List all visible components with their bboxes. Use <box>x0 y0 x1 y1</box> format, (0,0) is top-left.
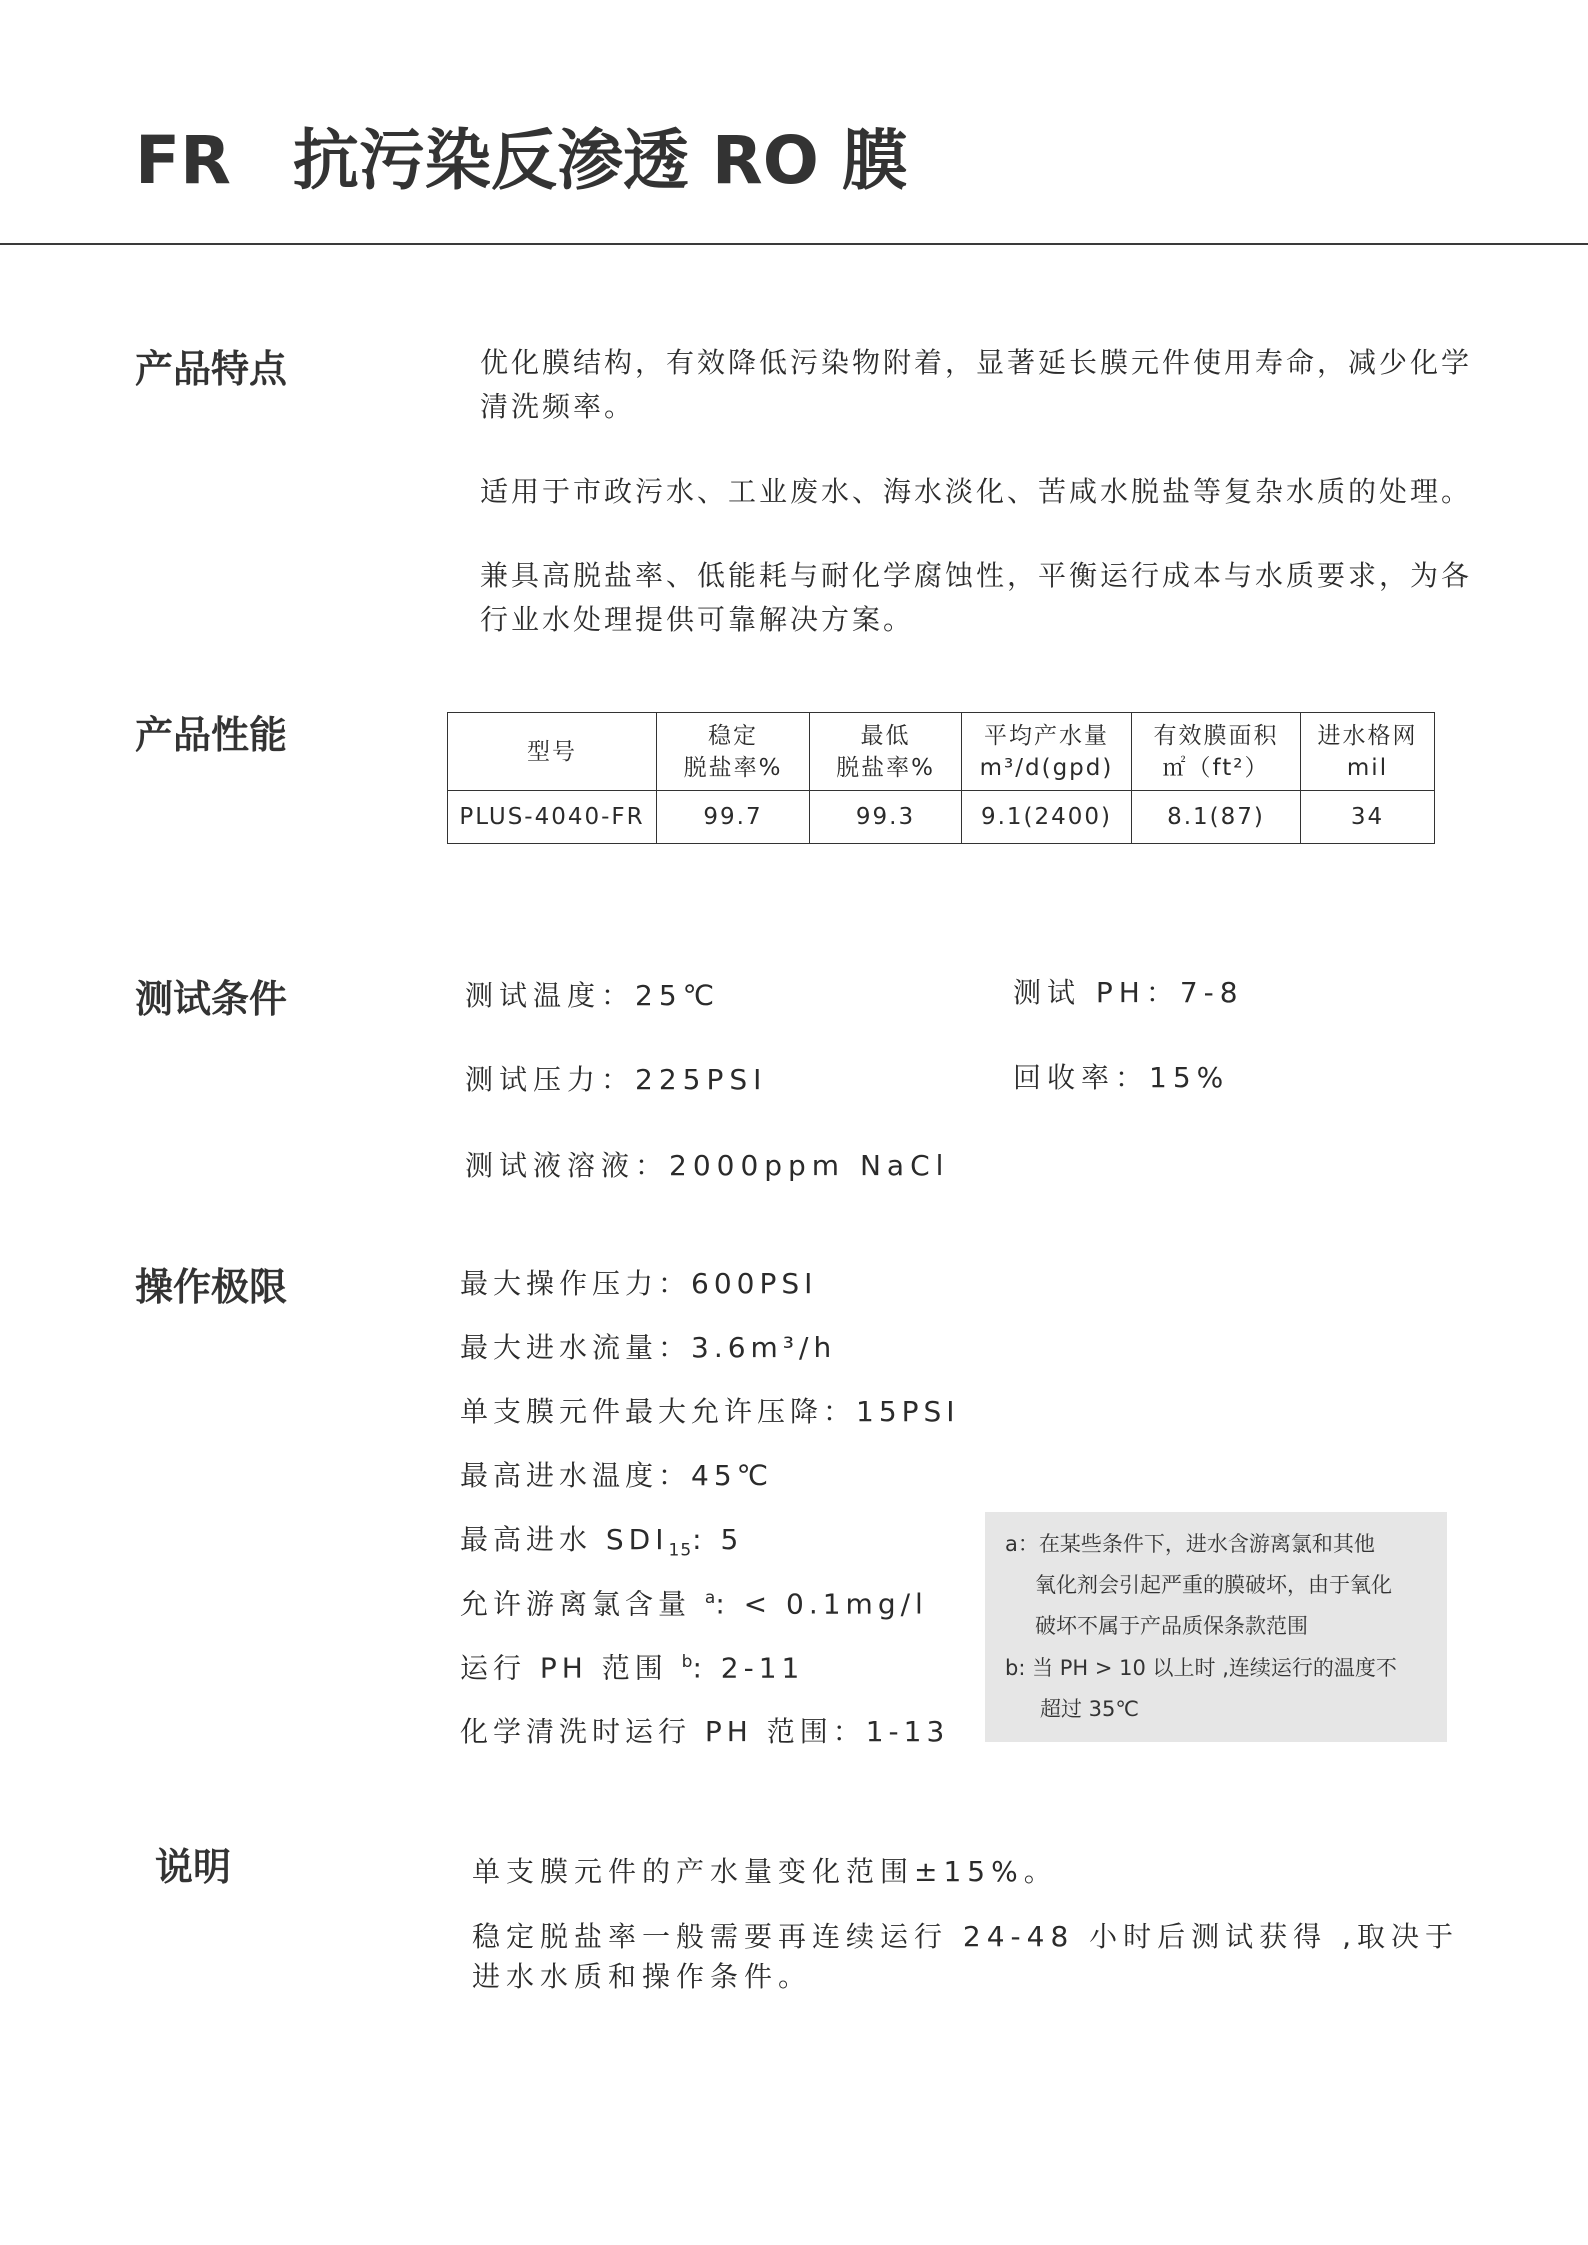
product-title: 抗污染反渗透 RO 膜 <box>292 122 908 199</box>
features-p1-line1: 优化膜结构，有效降低污染物附着，显著延长膜元件使用寿命，减少化学 <box>480 346 1473 379</box>
features-paragraph-2: 适用于市政污水、工业废水、海水淡化、苦咸水脱盐等复杂水质的处理。 <box>480 475 1473 508</box>
footnote-a-line3: 破坏不属于产品质保条款范围 <box>1035 1614 1308 1638</box>
column-header-membrane-area: 有效膜面积 ㎡（ft²） <box>1132 713 1301 791</box>
explanation-line1: 单支膜元件的产水量变化范围±15%。 <box>472 1855 1058 1888</box>
footnote-b-line1: b: 当 PH > 10 以上时 ,连续运行的温度不 <box>1005 1656 1397 1680</box>
cell-feed-spacer: 34 <box>1301 791 1435 844</box>
explanation-line3: 进水水质和操作条件。 <box>472 1960 813 1993</box>
test-ph: 测试 PH：7-8 <box>1013 976 1244 1009</box>
footnote-box <box>985 1512 1447 1742</box>
table-row <box>448 791 1435 844</box>
test-recovery: 回收率：15% <box>1013 1061 1230 1094</box>
features-p3-line1: 兼具高脱盐率、低能耗与耐化学腐蚀性，平衡运行成本与水质要求，为各 <box>480 559 1473 592</box>
footnote-a-mark: a <box>704 1588 716 1608</box>
features-heading: 产品特点 <box>135 347 288 391</box>
features-p3-line2: 行业水处理提供可靠解决方案。 <box>480 603 915 636</box>
column-header-min-rejection: 最低 脱盐率% <box>810 713 962 791</box>
features-p1-line2: 清洗频率。 <box>480 390 636 423</box>
limits-heading: 操作极限 <box>135 1265 288 1309</box>
limit-max-temperature: 最高进水温度：45℃ <box>460 1459 774 1492</box>
test-temperature: 测试温度：25℃ <box>465 979 721 1012</box>
limit-free-chlorine: 允许游离氯含量 $^a$: < 0.1mg/l <box>460 1587 928 1621</box>
footnote-a-line1: a：在某些条件下，进水含游离氯和其他 <box>1005 1532 1375 1556</box>
column-header-feed-spacer: 进水格网 mil <box>1301 713 1435 791</box>
test-conditions-heading: 测试条件 <box>135 977 288 1021</box>
product-code: FR <box>135 122 231 199</box>
explanation-heading: 说明 <box>155 1845 232 1889</box>
explanation-line2: 稳定脱盐率一般需要再连续运行 24-48 小时后测试获得 ,取决于 <box>472 1920 1459 1953</box>
limit-max-flow: 最大进水流量：3.6m³/h <box>460 1331 837 1364</box>
table-header-row <box>448 713 1435 791</box>
footnote-a-line2: 氧化剂会引起严重的膜破坏，由于氧化 <box>1035 1573 1392 1597</box>
cell-min-rejection: 99.3 <box>810 791 962 844</box>
features-paragraph-3 <box>480 554 1510 642</box>
column-header-stable-rejection: 稳定 脱盐率% <box>657 713 810 791</box>
cell-stable-rejection: 99.7 <box>657 791 810 844</box>
limit-max-pressure: 最大操作压力：600PSI <box>460 1267 818 1300</box>
column-header-permeate-flow: 平均产水量 m³/d(gpd) <box>962 713 1132 791</box>
column-header-model: 型号 <box>448 713 657 791</box>
limit-max-sdi: 最高进水 $SDI_{15}$: 5 <box>460 1523 744 1561</box>
limit-ph-range: 运行 PH 范围 $^b$: 2-11 <box>460 1651 805 1685</box>
performance-table <box>447 712 1435 844</box>
limit-cleaning-ph: 化学清洗时运行 PH 范围：1-13 <box>460 1715 950 1748</box>
cell-model: PLUS-4040-FR <box>448 791 657 844</box>
features-paragraph-1 <box>480 341 1510 429</box>
cell-permeate-flow: 9.1(2400) <box>962 791 1132 844</box>
header-divider <box>0 243 1588 245</box>
test-pressure: 测试压力：225PSI <box>465 1063 768 1096</box>
limit-pressure-drop: 单支膜元件最大允许压降：15PSI <box>460 1395 960 1428</box>
footnote-b-mark: b <box>681 1652 693 1672</box>
performance-heading: 产品性能 <box>135 713 288 757</box>
test-solution: 测试液溶液：2000ppm NaCl <box>465 1149 950 1182</box>
page-title <box>135 122 908 199</box>
cell-membrane-area: 8.1(87) <box>1132 791 1301 844</box>
footnote-b-line2: 超过 35℃ <box>1040 1697 1139 1721</box>
